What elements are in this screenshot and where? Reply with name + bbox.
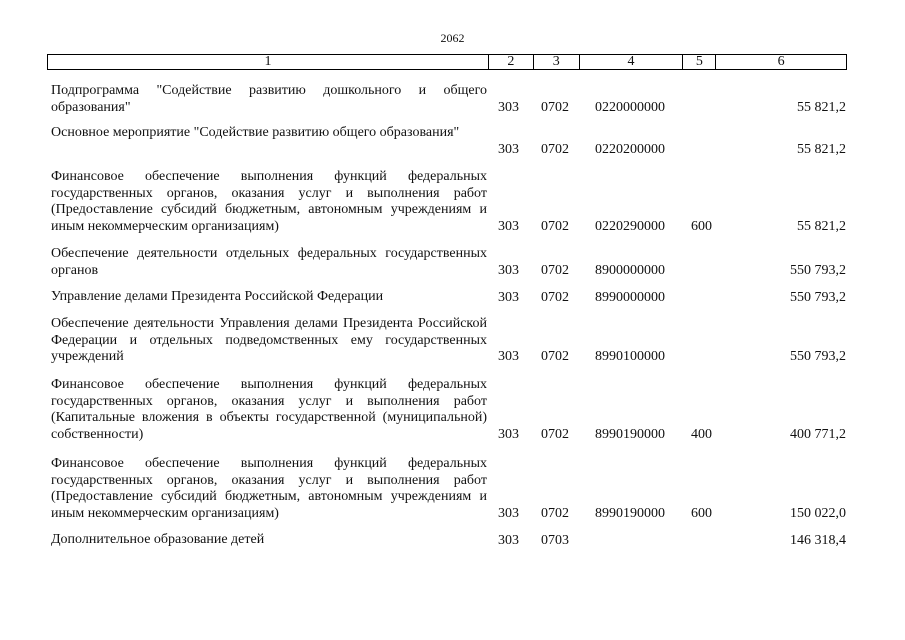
row-col-4: 8900000000 bbox=[595, 262, 665, 278]
row-col-4: 8990100000 bbox=[595, 348, 665, 364]
row-col-6: 146 318,4 bbox=[790, 532, 846, 548]
row-description: Управление делами Президента Российской Федерации bbox=[51, 289, 384, 304]
row-col-4: 8990190000 bbox=[595, 426, 665, 442]
table-row bbox=[0, 316, 905, 365]
table-row bbox=[0, 456, 905, 522]
header-col-3: 3 bbox=[534, 55, 580, 69]
row-col-6: 55 821,2 bbox=[797, 141, 846, 157]
table-row bbox=[0, 83, 905, 116]
row-col-6: 550 793,2 bbox=[790, 348, 846, 364]
row-col-2: 303 bbox=[498, 141, 519, 157]
row-col-3: 0702 bbox=[541, 262, 569, 278]
row-col-4: 8990000000 bbox=[595, 289, 665, 305]
row-col-6: 150 022,0 bbox=[790, 505, 846, 521]
row-col-2: 303 bbox=[498, 532, 519, 548]
row-description: Финансовое обеспечение выполнения функций федеральных государственных органов, оказания услуг и выполнения работ (Предоставление субсидий бюджетным, автономным учреждениям и иным некоммерческим организациям) bbox=[51, 456, 487, 521]
row-col-6: 55 821,2 bbox=[797, 99, 846, 115]
row-col-3: 0702 bbox=[541, 99, 569, 115]
row-col-5: 600 bbox=[691, 505, 712, 521]
row-col-3: 0702 bbox=[541, 289, 569, 305]
row-col-2: 303 bbox=[498, 348, 519, 364]
header-col-6: 6 bbox=[777, 54, 785, 69]
table-row bbox=[0, 289, 905, 306]
row-col-4: 0220200000 bbox=[595, 141, 665, 157]
row-description: Финансовое обеспечение выполнения функций федеральных государственных органов, оказания услуг и выполнения работ (Предоставление субсидий бюджетным, автономным учреждениям и иным некоммерческим организациям) bbox=[51, 169, 487, 234]
row-col-4: 0220000000 bbox=[595, 99, 665, 115]
table-row bbox=[0, 532, 905, 549]
row-description: Обеспечение деятельности Управления делами Президента Российской Федерации и отдельных подведомственных ему государственных учреждений bbox=[51, 316, 487, 364]
row-col-6: 400 771,2 bbox=[790, 426, 846, 442]
row-col-6: 550 793,2 bbox=[790, 289, 846, 305]
table-row bbox=[0, 246, 905, 279]
row-col-4: 0220290000 bbox=[595, 218, 665, 234]
table-row bbox=[0, 377, 905, 443]
row-col-2: 303 bbox=[498, 289, 519, 305]
row-col-3: 0702 bbox=[541, 505, 569, 521]
row-col-3: 0702 bbox=[541, 348, 569, 364]
header-col-5: 5 bbox=[683, 55, 716, 69]
row-description: Финансовое обеспечение выполнения функций федеральных государственных органов, оказания услуг и выполнения работ (Капитальные вложения в объекты государственной (муниципальной) собственности) bbox=[51, 377, 487, 442]
row-col-5: 600 bbox=[691, 218, 712, 234]
table-header bbox=[47, 54, 847, 70]
header-col-4: 4 bbox=[580, 55, 684, 69]
row-description: Дополнительное образование детей bbox=[51, 532, 265, 547]
row-col-2: 303 bbox=[498, 426, 519, 442]
header-col-2: 2 bbox=[489, 55, 534, 69]
row-col-6: 55 821,2 bbox=[797, 218, 846, 234]
table-row bbox=[0, 169, 905, 235]
row-description: Обеспечение деятельности отдельных федеральных государственных органов bbox=[51, 246, 487, 278]
row-col-2: 303 bbox=[498, 262, 519, 278]
row-col-2: 303 bbox=[498, 505, 519, 521]
row-col-3: 0702 bbox=[541, 218, 569, 234]
row-col-3: 0703 bbox=[541, 532, 569, 548]
row-col-4: 8990190000 bbox=[595, 505, 665, 521]
row-description: Основное мероприятие "Содействие развитию общего образования" bbox=[51, 125, 460, 140]
row-col-2: 303 bbox=[498, 218, 519, 234]
row-description: Подпрограмма "Содействие развитию дошкольного и общего образования" bbox=[51, 83, 487, 115]
table-row bbox=[0, 125, 905, 158]
row-col-3: 0702 bbox=[541, 141, 569, 157]
row-col-3: 0702 bbox=[541, 426, 569, 442]
row-col-5: 400 bbox=[691, 426, 712, 442]
page-number: 2062 bbox=[440, 31, 465, 45]
header-col-1: 1 bbox=[48, 55, 489, 69]
row-col-6: 550 793,2 bbox=[790, 262, 846, 278]
row-col-2: 303 bbox=[498, 99, 519, 115]
